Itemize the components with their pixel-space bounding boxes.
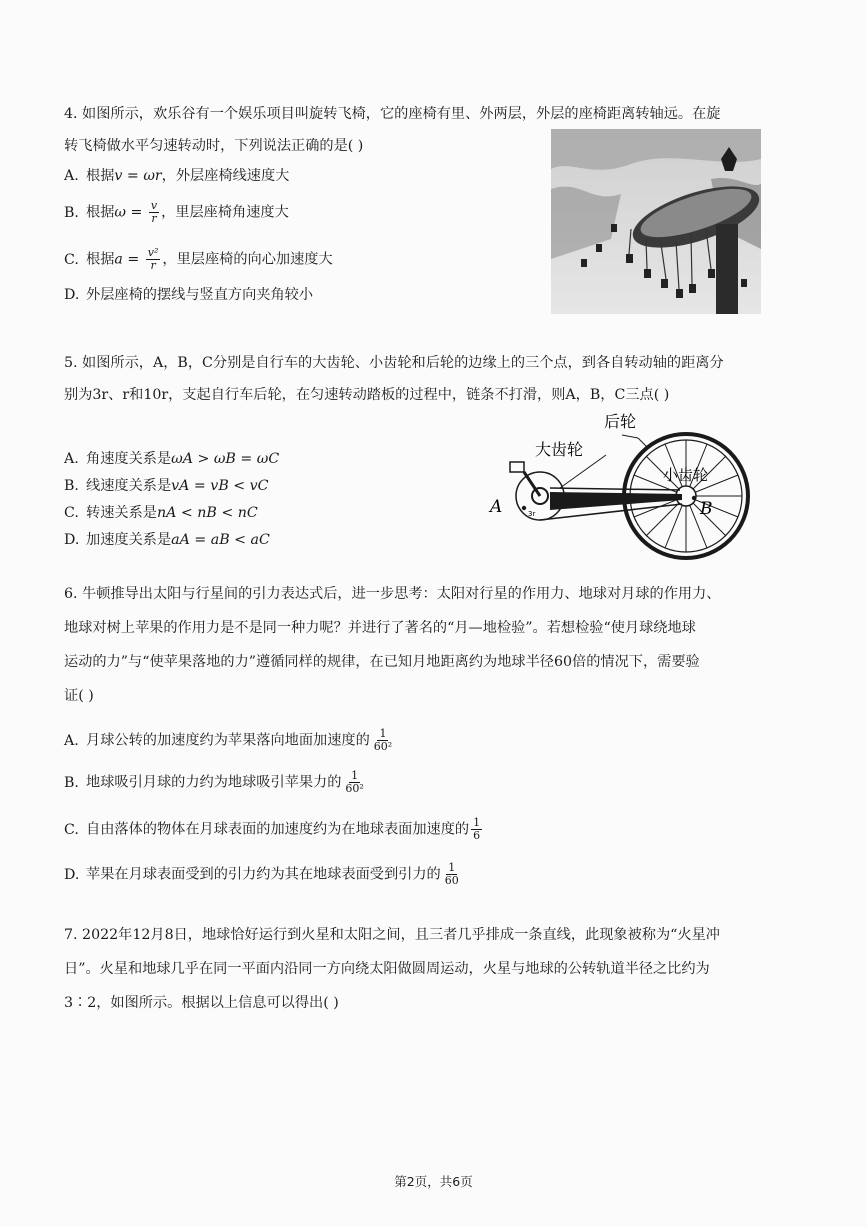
q6-stem-line3: 运动的力”与“使苹果落地的力”遵循同样的规律，在已知月地距离约为地球半径60倍的情况下，需要验 [64,654,700,670]
q6-option-d: D. 苹果在月球表面受到的引力约为其在地球表面受到引力的 $\frac{1}{60}$ [64,861,459,887]
q4-stem-line1: 4. 如图所示，欢乐谷有一个娱乐项目叫旋转飞椅，它的座椅有里、外两层，外层的座椅距离转轴远。在旋 [64,106,721,122]
label-small-gear: 小齿轮 [663,466,709,484]
label-point-a: A [490,497,503,517]
q6-stem-line2: 地球对树上苹果的作用力是不是同一种力呢？并进行了著名的“月—地检验”。若想检验“使月球绕地球 [64,620,696,636]
label-big-gear: 大齿轮 [535,440,584,459]
q4-option-a: A. 根据v = ωr，外层座椅线速度大 [64,168,290,184]
q7-stem-line3: 3∶2，如图所示。根据以上信息可以得出( ) [64,995,339,1011]
q6-option-a: A. 月球公转的加速度约为苹果落向地面加速度的 $\frac{1}{\text{60²}}$ [64,727,393,753]
q4-option-d: D. 外层座椅的摆线与竖直方向夹角较小 [64,287,314,303]
q6-stem-line1: 6. 牛顿推导出太阳与行星间的引力表达式后，进一步思考：太阳对行星的作用力、地球对月球的作用力、 [64,586,721,602]
q6-option-b: B. 地球吸引月球的力约为地球吸引苹果力的 $\frac{1}{\text{60²}}$ [64,769,364,795]
q6-option-c: C. 自由落体的物体在月球表面的加速度约为在地球表面加速度的 $\frac{1}{6}$ [64,816,481,842]
q5-stem-line2: 别为3r、r和10r，支起自行车后轮，在匀速转动踏板的过程中，链条不打滑，则A，B，C三点( ) [64,387,670,403]
q6-stem-line4: 证( ) [64,688,94,704]
page-footer: 第2页，共6页 [394,1174,473,1189]
label-3r: 3r [528,510,536,518]
bicycle-gear-diagram [488,410,758,568]
q5-stem-line1: 5. 如图所示，A，B，C分别是自行车的大齿轮、小齿轮和后轮的边缘上的三个点，到各自转动轴的距离分 [64,355,724,371]
label-rear-wheel: 后轮 [604,412,637,431]
q4-option-b: B. 根据ω = $\frac{v}{r}$ ，里层座椅角速度大 [64,199,289,225]
label-point-b: B [700,499,713,519]
q4-option-c: C. 根据a = $\frac{\text{v²}}{r}$ ，里层座椅的向心加速度大 [64,246,333,272]
q5-option-a: A. 角速度关系是ωA > ωB = ωC [64,451,280,467]
q5-option-c: C. 转速关系是nA < nB < nC [64,505,258,521]
q5-option-d: D. 加速度关系是aA = aB < aC [64,532,270,548]
q7-stem-line2: 日”。火星和地球几乎在同一平面内沿同一方向绕太阳做圆周运动，火星与地球的公转轨道半径之比约为 [64,961,710,977]
swing-ride-photo [551,129,761,314]
q5-option-b: B. 线速度关系是vA = vB < vC [64,478,269,494]
q4-stem-line2: 转飞椅做水平匀速转动时，下列说法正确的是( ) [64,138,364,154]
q7-stem-line1: 7. 2022年12月8日，地球恰好运行到火星和太阳之间，且三者几乎排成一条直线，此现象被称为“火星冲 [64,927,720,943]
